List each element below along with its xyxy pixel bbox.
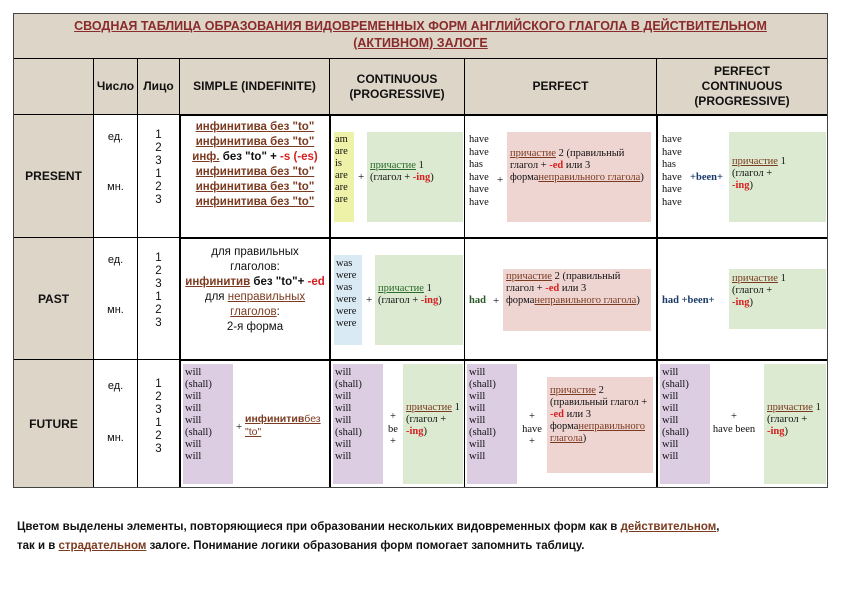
participle-1-l1 (378, 283, 460, 295)
present-continuous-cell (329, 114, 464, 237)
participle-word: причастие (506, 271, 552, 282)
header-continuous-l2: (PROGRESSIVE) (349, 86, 445, 101)
participle-1-l2 (378, 295, 460, 307)
number-sg: ед. (107, 254, 124, 266)
infinitive-word: инфинитив (245, 413, 305, 425)
present-simple-line (181, 120, 329, 135)
footer-line-1 (17, 518, 827, 537)
will-form: will (185, 415, 202, 426)
be-form: were (336, 306, 357, 317)
have-been-with-plus (708, 411, 760, 436)
been-connector: +been+ (690, 172, 723, 183)
tense-future: FUTURE (14, 359, 93, 487)
header-number: Число (93, 58, 137, 114)
header-simple: SIMPLE (INDEFINITE) (179, 58, 329, 114)
be-form: are (335, 170, 348, 181)
participle-2-box (547, 377, 653, 473)
verb-plus: (глагол + (406, 414, 447, 425)
have-form: have (662, 171, 682, 183)
will-forms (660, 364, 710, 484)
will-form: will (662, 403, 679, 414)
be-form: were (336, 270, 357, 281)
infinitive-word: инфинитива (195, 136, 267, 148)
participle-word: причастие (550, 385, 596, 396)
be-forms-past (334, 255, 362, 345)
ing-ending: -ing (732, 297, 750, 308)
verb-ed: (правильный глагол + (510, 148, 625, 171)
be-forms-present (334, 132, 354, 222)
will-form: will (335, 439, 352, 450)
participle-1-l1 (370, 160, 460, 172)
infinitive-word: инфинитив (185, 276, 251, 288)
participle-2-l1 (550, 385, 650, 445)
participle-1-l2 (767, 414, 823, 426)
ed-ending: -ed (545, 283, 560, 294)
be-form: are (335, 194, 348, 205)
will-form: will (185, 403, 202, 414)
participle-word: причастие (370, 160, 416, 171)
have-form: have (469, 134, 489, 145)
will-form: will (469, 403, 486, 414)
will-form: will (469, 415, 486, 426)
future-pc-cell (656, 359, 827, 487)
participle-num: 1 (451, 402, 460, 413)
header-continuous (329, 58, 464, 114)
present-simple-line (181, 195, 329, 210)
be-form: were (336, 294, 357, 305)
footer-text: Цветом выделены элементы, повторяющиеся при образовании нескольких видовременных форм как в (17, 521, 621, 533)
number-pl: мн. (107, 432, 124, 444)
will-form: will (469, 451, 486, 462)
will-form: (shall) (185, 379, 212, 390)
present-simple-line (181, 135, 329, 150)
will-form: will (662, 439, 679, 450)
present-pc-cell (656, 114, 827, 237)
have-form: have (469, 146, 489, 158)
participle-num: 1 (777, 156, 786, 167)
person: 2 (155, 181, 162, 193)
participle-num: 1 (415, 160, 424, 171)
person: 3 (155, 443, 162, 455)
person: 1 (155, 291, 162, 303)
participle-1-box (764, 364, 826, 484)
irregular-verbs: неправильных глаголов (227, 291, 306, 318)
person: 1 (155, 252, 162, 264)
have-form: have (662, 184, 682, 195)
irregular-verb: неправильного глагола (534, 295, 637, 306)
without-to: без "to" (266, 181, 315, 193)
participle-1-box (729, 132, 826, 222)
will-form: will (185, 367, 202, 378)
participle-1-l1 (767, 402, 823, 414)
verb-plus: (глагол + (732, 285, 773, 296)
without-to-plus: без "to" + (219, 151, 281, 163)
will-form: (shall) (662, 379, 689, 390)
person: 3 (155, 317, 162, 329)
or-3-form: или 3 форма (550, 409, 591, 432)
person: 3 (155, 155, 162, 167)
plus-sign: + (731, 411, 737, 422)
without-to: без "to" (266, 136, 315, 148)
verb-ed: (правильный глагол + (550, 397, 648, 408)
will-forms (183, 364, 233, 484)
footer-text: так и в (17, 540, 59, 552)
participle-1-l3 (767, 426, 823, 438)
future-infinitive (245, 413, 327, 439)
participle-num: 2 (555, 148, 564, 159)
infinitive-word: инфинитива (195, 196, 267, 208)
title-line-2: (АКТИВНОМ) ЗАЛОГЕ (353, 36, 488, 50)
footer-line-2 (17, 537, 827, 556)
inf-abbr: инф. (192, 151, 220, 163)
have-form: have (469, 184, 489, 195)
irregular-verb: неправильного глагола (550, 421, 645, 444)
number-cell-present (93, 114, 137, 237)
be-word: be (388, 423, 398, 435)
close-paren: ) (636, 295, 640, 306)
ing-ending: -ing (732, 180, 750, 191)
footer-note (17, 518, 827, 556)
participle-word: причастие (406, 402, 452, 413)
had-word: had (469, 295, 486, 306)
verb-ed: (правильный глагол + (506, 271, 621, 294)
participle-1-l2 (370, 172, 460, 184)
plus-sign: + (390, 436, 396, 447)
footer-text: залоге. Понимание логики образования форм помогает запомнить таблицу. (146, 540, 585, 552)
participle-2-box (503, 269, 651, 331)
participle-num: 1 (812, 402, 821, 413)
have-been-word: have been (712, 423, 756, 435)
participle-1-box (375, 255, 463, 345)
will-form: will (469, 391, 486, 402)
participle-1-l2 (732, 168, 823, 180)
past-simple-l3 (181, 290, 329, 320)
person: 1 (155, 378, 162, 390)
participle-2-l1 (506, 271, 648, 307)
plus-sign: + (493, 295, 500, 307)
past-simple-l2 (181, 275, 329, 290)
ing-ending: -ing (412, 172, 431, 183)
close-paren: ) (438, 295, 442, 306)
number-sg: ед. (107, 380, 124, 392)
close-paren: ) (640, 172, 644, 183)
past-pc-cell (656, 237, 827, 359)
be-form: were (336, 318, 357, 329)
person: 2 (155, 142, 162, 154)
will-form: (shall) (335, 427, 362, 438)
verb-plus: (глагол + (732, 168, 773, 179)
tense-past: PAST (14, 237, 93, 359)
will-form: will (662, 367, 679, 378)
without-to: без "to" (266, 166, 315, 178)
table-title (14, 14, 827, 58)
ed-ending: -ed (550, 409, 564, 420)
ed-ending: -ed (307, 276, 325, 288)
present-simple-line (181, 180, 329, 195)
header-person: Лицо (137, 58, 179, 114)
participle-1-l3 (732, 180, 823, 192)
past-simple-cell (179, 237, 329, 359)
participle-2-l1 (510, 148, 648, 184)
will-form: will (185, 451, 202, 462)
plus-sign: + (236, 421, 243, 433)
for-word: для (204, 291, 228, 303)
participle-num: 2 (595, 385, 604, 396)
person: 2 (155, 430, 162, 442)
header-perfect-continuous (656, 58, 827, 114)
person: 3 (155, 194, 162, 206)
will-form: (shall) (469, 379, 496, 390)
person: 3 (155, 404, 162, 416)
past-simple-l1: для правильных глаголов: (211, 246, 299, 273)
be-form: is (335, 158, 343, 169)
close-paren: ) (749, 180, 754, 191)
header-continuous-l1: CONTINUOUS (356, 71, 438, 86)
will-form: will (335, 367, 352, 378)
have-form: have (469, 171, 489, 183)
without-to-plus: без "to"+ (250, 276, 308, 288)
participle-1-l3 (406, 426, 460, 438)
number-pl: мн. (107, 181, 124, 193)
participle-1-l1 (406, 402, 460, 414)
close-paren: ) (784, 426, 789, 437)
verb-plus: (глагол + (767, 414, 808, 425)
be-with-plus (386, 411, 400, 449)
close-paren: ) (749, 297, 754, 308)
participle-1-box (729, 269, 826, 329)
close-paren: ) (430, 172, 434, 183)
participle-2-box (507, 132, 651, 222)
ing-ending: -ing (767, 426, 785, 437)
have-with-plus (521, 411, 543, 449)
person: 2 (155, 391, 162, 403)
will-form: will (185, 391, 202, 402)
header-pc-l1: PERFECT (713, 64, 770, 78)
participle-word: причастие (767, 402, 813, 413)
tense-present: PRESENT (14, 114, 93, 237)
without-to: без "to" (266, 121, 315, 133)
ed-ending: -ed (549, 160, 564, 171)
participle-1-l2 (406, 414, 460, 426)
footer-comma: , (716, 521, 720, 533)
verb-plus: (глагол + (378, 295, 421, 306)
will-forms (333, 364, 383, 484)
be-form: am (335, 134, 348, 145)
participle-1-l3 (732, 297, 823, 309)
present-simple-line-3 (181, 150, 329, 165)
will-form: (shall) (469, 427, 496, 438)
participle-num: 2 (551, 271, 560, 282)
will-forms (467, 364, 517, 484)
passive-voice-link[interactable]: страдательном (58, 540, 147, 552)
be-form: was (336, 258, 353, 269)
number-sg: ед. (107, 131, 124, 143)
future-perfect-cell (464, 359, 656, 487)
participle-word: причастие (732, 156, 778, 167)
will-form: will (469, 367, 486, 378)
past-perfect-cell (464, 237, 656, 359)
be-form: was (336, 282, 353, 293)
without-to: без "to" (245, 413, 321, 438)
number-cell-past (93, 237, 137, 359)
infinitive-word: инфинитива (195, 181, 267, 193)
or-3-form: или 3 форма (506, 283, 587, 306)
will-form: will (469, 439, 486, 450)
have-forms-present (469, 134, 489, 209)
be-form: are (335, 146, 348, 157)
person-cell-past (137, 237, 179, 359)
participle-num: 1 (423, 283, 432, 294)
participle-num: 1 (777, 273, 786, 284)
will-form: will (335, 451, 352, 462)
have-form: have (662, 196, 682, 208)
will-form: (shall) (662, 427, 689, 438)
person: 2 (155, 265, 162, 277)
participle-word: причастие (732, 273, 778, 284)
conjugation-table (13, 13, 828, 488)
present-perfect-cell (464, 114, 656, 237)
participle-1-l2 (732, 285, 823, 297)
have-form: has (469, 159, 483, 170)
future-continuous-cell (329, 359, 464, 487)
without-to: без "to" (266, 196, 315, 208)
past-continuous-cell (329, 237, 464, 359)
person: 1 (155, 129, 162, 141)
will-form: will (662, 415, 679, 426)
will-form: (shall) (185, 427, 212, 438)
participle-1-box (367, 132, 463, 222)
participle-1-l1 (732, 273, 823, 285)
will-form: will (335, 391, 352, 402)
header-pc-l3: (PROGRESSIVE) (694, 94, 790, 108)
have-form: have (469, 196, 489, 208)
plus-sign: + (390, 411, 396, 422)
verb-plus: (глагол + (370, 172, 413, 183)
have-word: have (522, 423, 542, 435)
will-form: will (662, 451, 679, 462)
plus-sign: + (529, 411, 535, 422)
participle-1-box (403, 364, 463, 484)
close-paren: ) (423, 426, 428, 437)
s-es-ending: -s (-es) (280, 151, 318, 163)
close-paren: ) (582, 433, 587, 444)
present-simple-line (181, 165, 329, 180)
number-cell-future (93, 359, 137, 487)
ing-ending: -ing (420, 295, 439, 306)
have-form: have (662, 146, 682, 158)
person: 3 (155, 278, 162, 290)
colon: : (276, 306, 280, 318)
irregular-verb: неправильного глагола (538, 172, 641, 183)
or-3-form: или 3 форма (510, 160, 591, 183)
have-forms-present-pc (662, 134, 682, 209)
will-form: will (662, 391, 679, 402)
will-form: will (185, 439, 202, 450)
participle-word: причастие (510, 148, 556, 159)
will-form: (shall) (335, 379, 362, 390)
participle-word: причастие (378, 283, 424, 294)
have-form: has (662, 159, 676, 170)
header-pc-l2: CONTINUOUS (701, 79, 783, 93)
plus-sign: + (497, 174, 504, 186)
have-form: have (662, 134, 682, 145)
participle-1-l1 (732, 156, 823, 168)
person: 2 (155, 304, 162, 316)
active-voice-link[interactable]: действительном (620, 521, 717, 533)
header-perfect: PERFECT (464, 58, 656, 114)
ing-ending: -ing (406, 426, 424, 437)
past-simple-l4: 2-я форма (226, 321, 284, 333)
person: 1 (155, 168, 162, 180)
infinitive-word: инфинитива (195, 166, 267, 178)
number-pl: мн. (107, 304, 124, 316)
person-cell-present (137, 114, 179, 237)
plus-sign: + (358, 171, 365, 183)
plus-sign: + (529, 436, 535, 447)
person-cell-future (137, 359, 179, 487)
header-corner (14, 58, 93, 114)
had-been-connector: had +been+ (662, 295, 715, 306)
will-form: will (335, 415, 352, 426)
will-form: will (335, 403, 352, 414)
future-simple-cell (179, 359, 329, 487)
plus-sign: + (366, 294, 373, 306)
infinitive-word: инфинитива (195, 121, 267, 133)
present-simple-cell (179, 114, 329, 237)
person: 1 (155, 417, 162, 429)
title-line-1: СВОДНАЯ ТАБЛИЦА ОБРАЗОВАНИЯ ВИДОВРЕМЕННЫХ ФОРМ АНГЛИЙСКОГО ГЛАГОЛА В ДЕЙСТВИТЕЛЬНОМ (74, 19, 767, 33)
be-form: are (335, 182, 348, 193)
